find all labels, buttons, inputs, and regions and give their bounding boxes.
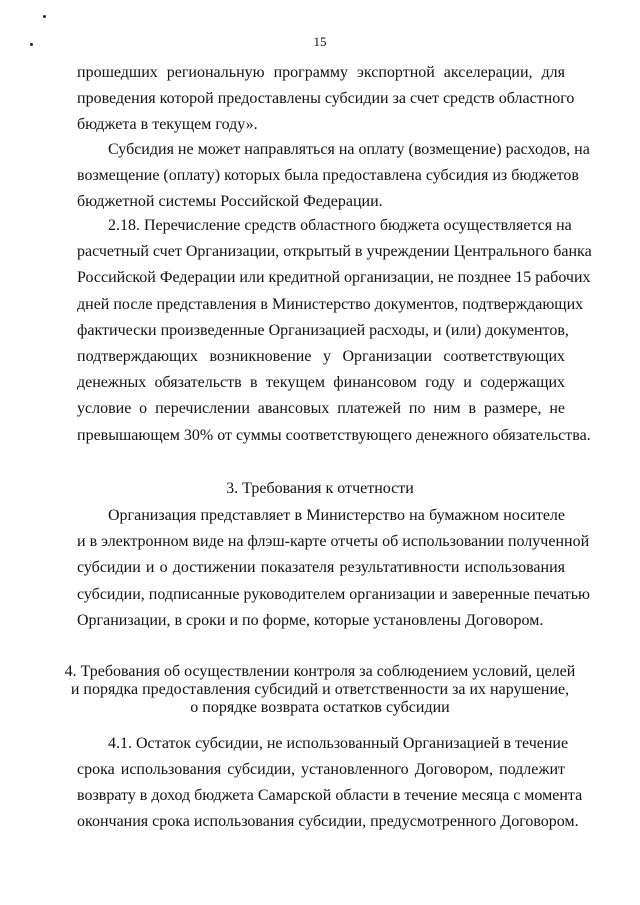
- section-title-line: 4. Требования об осуществлении контроля за соблюдением условий, целей: [64, 663, 576, 680]
- text-line: Российской Федерации или кредитной организации, не позднее 15 рабочих: [77, 269, 591, 286]
- section-3-title: 3. Требования к отчетности: [226, 480, 414, 497]
- text-line: субсидии, подписанные руководителем организации и заверенные печатью: [77, 586, 590, 603]
- text-line: прошедших региональную программу экспортной акселерации, для: [77, 64, 565, 81]
- text-line: возмещение (оплату) которых была предоставлена субсидия из бюджетов: [77, 167, 579, 184]
- section-4-title: [60, 663, 580, 717]
- text-line: условие о перечислении авансовых платежей по ним в размере, не: [77, 400, 565, 417]
- text-line: фактически произведенные Организацией расходы, и (или) документов,: [77, 322, 569, 339]
- text-line: срока использования субсидии, установленного Договором, подлежит: [77, 761, 565, 778]
- section-title-line: о порядке возврата остатков субсидии: [190, 699, 450, 716]
- text-line: денежных обязательств в текущем финансовом году и содержащих: [77, 374, 565, 391]
- text-line: 2.18. Перечисление средств областного бюджета осуществляется на: [108, 217, 572, 234]
- scan-speck: [43, 15, 46, 18]
- text-line: дней после представления в Министерство документов, подтверждающих: [77, 296, 584, 313]
- text-line: бюджета в текущем году».: [77, 116, 258, 133]
- text-line: и в электронном виде на флэш-карте отчеты об использовании полученной: [77, 533, 590, 550]
- section-title-line: и порядка предоставления субсидий и ответственности за их нарушение,: [70, 681, 570, 698]
- text-line: бюджетной системы Российской Федерации.: [77, 193, 383, 210]
- text-line: Субсидия не может направляться на оплату (возмещение) расходов, на: [108, 141, 590, 158]
- text-line: подтверждающих возникновение у Организации соответствующих: [77, 348, 565, 365]
- text-line: Организации, в сроки и по форме, которые установлены Договором.: [77, 612, 544, 629]
- text-line: 4.1. Остаток субсидии, не использованный Организацией в течение: [108, 735, 569, 752]
- text-line: проведения которой предоставлены субсидии за счет средств областного: [77, 90, 575, 107]
- text-line: Организация представляет в Министерство на бумажном носителе: [108, 507, 565, 524]
- text-line: субсидии и о достижении показателя результативности использования: [77, 559, 565, 576]
- text-line: возврату в доход бюджета Самарской области в течение месяца с момента: [77, 787, 583, 804]
- text-line: окончания срока использования субсидии, предусмотренного Договором.: [77, 813, 579, 830]
- text-line: превышающем 30% от суммы соответствующего денежного обязательства.: [77, 427, 591, 444]
- text-line: расчетный счет Организации, открытый в учреждении Центрального банка: [77, 243, 592, 260]
- page-number: 15: [313, 34, 327, 49]
